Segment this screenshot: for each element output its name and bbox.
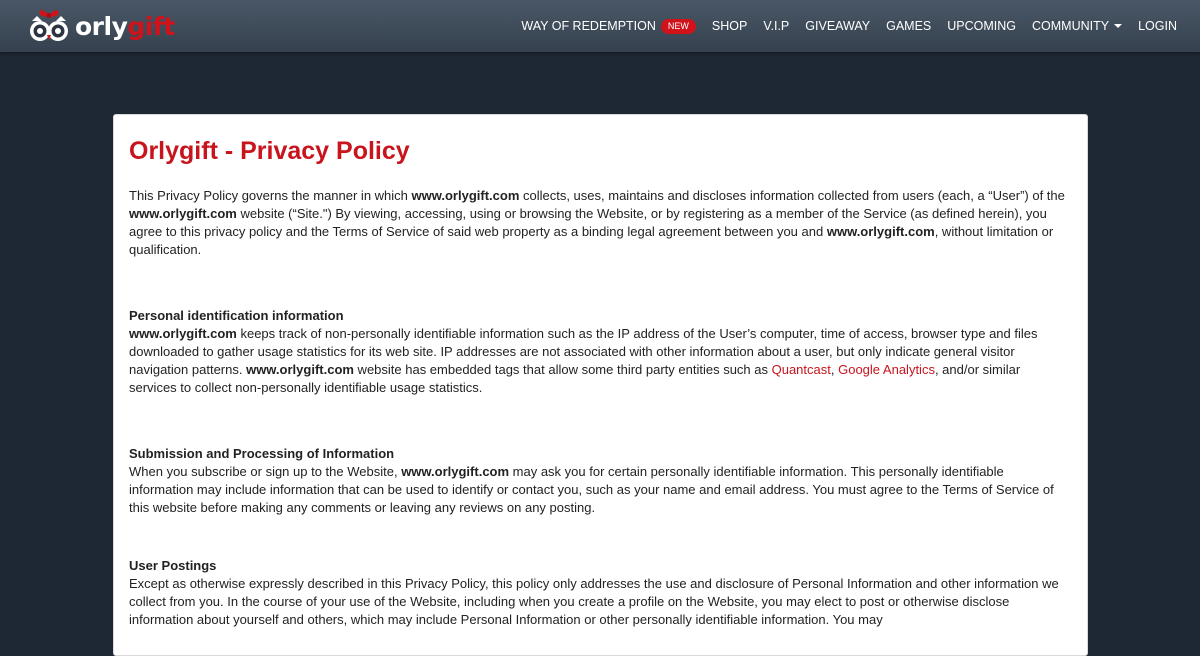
nav-item-community-dropdown[interactable] — [1032, 20, 1122, 33]
intro-text: collects, uses, maintains and discloses information collected from users (each, a “User”) of the — [519, 188, 1065, 203]
section-text: Except as otherwise expressly described in this Privacy Policy, this policy only addresses the use and disclosure of Personal Information and other information we collect from you. In the course of your use of the Website, including when you create a profile on the Website, you may elect to post or otherwise disclose information about yourself and others, which may include Personal Information or other personally identifiable information. You may — [129, 576, 1059, 627]
section-heading — [129, 557, 1069, 575]
brand-logo-link[interactable] — [28, 6, 175, 46]
site-domain: www.orlygift.com — [401, 464, 510, 479]
section-text: , and/or similar services to collect non-personally identifiable usage statistics. — [129, 362, 1021, 395]
nav-item-label: LOGIN — [1138, 18, 1177, 33]
nav-item-login[interactable] — [1138, 20, 1177, 33]
quantcast-link[interactable]: Quantcast — [771, 362, 831, 377]
site-domain: www.orlygift.com — [129, 206, 237, 221]
brand-name — [75, 14, 175, 39]
intro-text: This Privacy Policy governs the manner in which — [129, 188, 412, 203]
section-paragraph — [129, 325, 1069, 397]
brand-name-part2: gift — [127, 12, 175, 41]
privacy-policy-content — [129, 133, 1069, 629]
nav-item-label: V.I.P — [763, 18, 790, 33]
navbar — [0, 0, 1200, 52]
section-text: When you subscribe or sign up to the Website, — [129, 464, 402, 479]
nav-item-label: GAMES — [886, 18, 932, 33]
nav-item-label: COMMUNITY — [1032, 18, 1110, 33]
section-heading — [129, 445, 1069, 463]
site-domain: www.orlygift.com — [129, 326, 237, 341]
nav-item-vip[interactable] — [763, 20, 789, 33]
nav-item-upcoming[interactable] — [947, 20, 1016, 33]
main-nav — [521, 0, 1177, 52]
site-domain: www.orlygift.com — [826, 224, 935, 239]
nav-item-giveaway[interactable] — [805, 20, 870, 33]
section-text: keeps track of non-personally identifiable information such as the IP address of the User’s computer, time of access, browser type and files downloaded to gather usage statistics for its web site. IP addresses are not associated with other information about a user, but only indicate general visitor navigation patterns. — [129, 326, 1038, 377]
section-paragraph — [129, 463, 1069, 517]
site-domain: www.orlygift.com — [246, 362, 354, 377]
section-heading-text: Personal identification information — [129, 308, 344, 323]
new-badge: NEW — [661, 19, 696, 34]
nav-item-label: GIVEAWAY — [805, 18, 871, 33]
nav-item-shop[interactable] — [712, 20, 747, 33]
section-text: may ask you for certain personally identifiable information. This personally identifiable information may include information that can be used to identify or contact you, such as your name and email address. You must agree to the Terms of Service of this website before making any comments or leaving any reviews on any posting. — [129, 464, 1054, 515]
intro-text: website (“Site.") By viewing, accessing, using or browsing the Website, or by registering as a member of the Service (as defined herein), you agree to this privacy policy and the Terms of Service of said web property as a binding legal agreement between you and — [129, 206, 1047, 239]
caret-down-icon — [1114, 24, 1122, 28]
content-panel — [113, 114, 1088, 656]
separator-text: , — [830, 362, 839, 377]
nav-item-label: UPCOMING — [947, 18, 1017, 33]
nav-item-label: WAY OF REDEMPTION — [521, 18, 656, 33]
brand-name-part1: orly — [75, 12, 128, 41]
section-heading-text: User Postings — [129, 558, 217, 573]
nav-item-way-of-redemption[interactable] — [521, 19, 696, 34]
nav-item-games[interactable] — [886, 20, 931, 33]
intro-paragraph — [129, 187, 1069, 259]
google-analytics-link[interactable]: Google Analytics — [838, 362, 935, 377]
site-domain: www.orlygift.com — [411, 188, 520, 203]
section-heading-text: Submission and Processing of Information — [129, 446, 395, 461]
page-title: Orlygift - Privacy Policy — [129, 137, 410, 165]
section-paragraph — [129, 575, 1069, 629]
owl-gift-logo-icon — [28, 7, 70, 45]
section-text: website has embedded tags that allow some third party entities such as — [353, 362, 772, 377]
nav-item-label: SHOP — [711, 18, 748, 33]
intro-text: , without limitation or qualification. — [129, 224, 1054, 257]
section-heading — [129, 307, 1069, 325]
